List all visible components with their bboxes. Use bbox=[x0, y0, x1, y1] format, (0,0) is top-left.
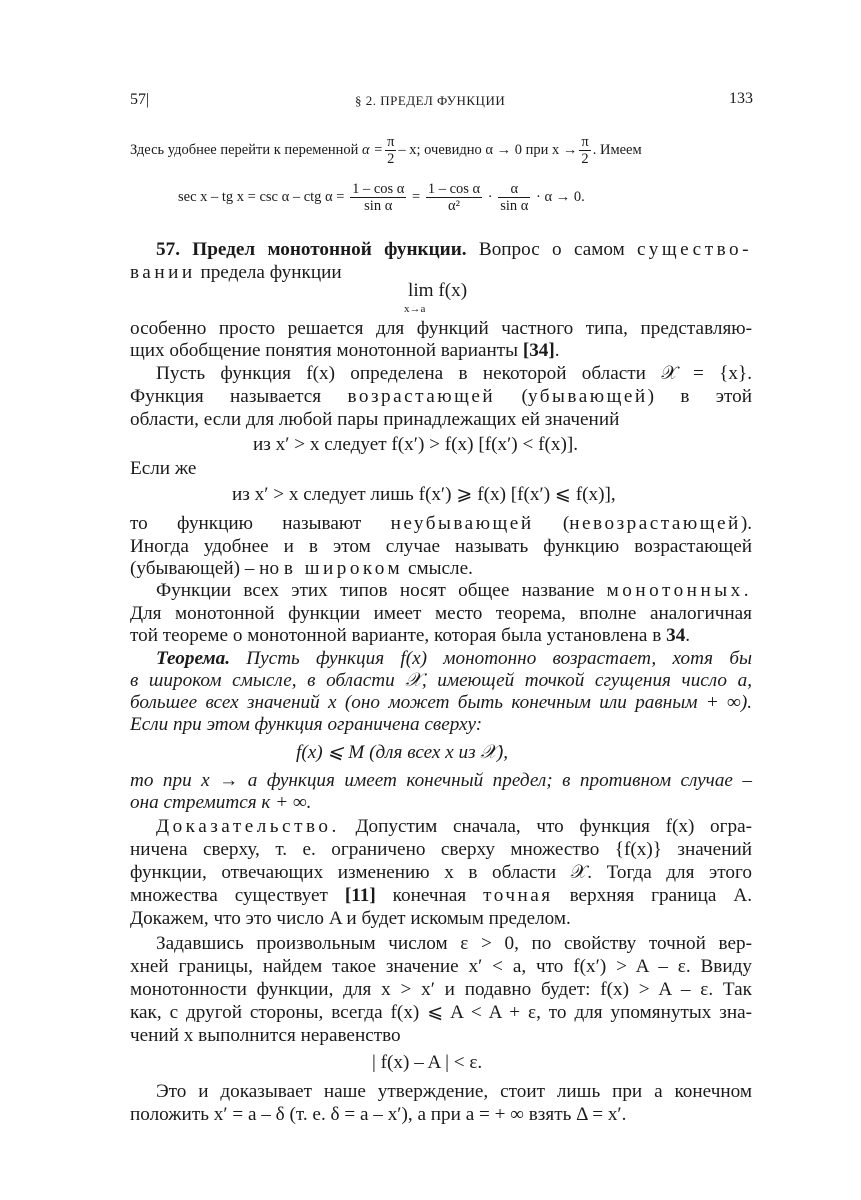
text-line bbox=[130, 557, 752, 581]
text: . bbox=[554, 340, 560, 361]
italic-text: то при x → a функция имеет конечный предел; в противном случае – bbox=[130, 770, 752, 791]
theorem-formula bbox=[296, 740, 508, 764]
frac-den: sin α bbox=[500, 198, 529, 214]
theorem-line bbox=[130, 691, 752, 715]
proof-line bbox=[130, 1080, 752, 1104]
text: . bbox=[685, 625, 691, 646]
pi-over-2-fraction bbox=[385, 134, 396, 167]
header-section-mark: 57| bbox=[130, 91, 150, 108]
spaced-text: неубывающей bbox=[390, 513, 534, 534]
formula-strict: из x′ > x следует f(x′) > f(x) [f(x′) < f(x)]. bbox=[253, 434, 579, 455]
italic-text: Пусть функция f(x) монотонно возрастает, хотя бы bbox=[230, 648, 752, 669]
lim-subscript: x→a bbox=[404, 303, 426, 315]
spaced-text: существо- bbox=[637, 239, 752, 260]
frac-num: 1 – cos α bbox=[427, 181, 481, 197]
text: Допустим сначала, что функция f(x) огра- bbox=[339, 816, 752, 837]
fraction-1 bbox=[350, 181, 406, 214]
spaced-text: убывающей bbox=[527, 386, 648, 407]
proof-line bbox=[130, 932, 752, 956]
italic-text: она стремится к + ∞. bbox=[130, 792, 312, 813]
theorem-line bbox=[130, 791, 752, 815]
formula-tail: · α → 0. bbox=[536, 188, 585, 205]
proof-line bbox=[130, 815, 752, 839]
text-line: Для монотонной функции имеет место теорема, вполне аналогичная bbox=[130, 603, 752, 624]
italic-formula: f(x) ⩽ M (для всех x из 𝒳), bbox=[296, 742, 509, 763]
text-line: Если же bbox=[130, 458, 197, 479]
proof-line: функции, отвечающих изменению x в области 𝒳. Тогда для этого bbox=[130, 862, 752, 883]
inequality-formula: | f(x) – A | < ε. bbox=[372, 1052, 483, 1073]
frac-num: π bbox=[387, 134, 395, 150]
fraction-3 bbox=[498, 181, 530, 214]
formula-nonstrict: из x′ > x следует лишь f(x′) ⩾ f(x) [f(x′) ⩽ f(x)], bbox=[232, 484, 616, 505]
intro-alpha: α = bbox=[362, 141, 384, 158]
intro-line bbox=[130, 134, 752, 167]
frac-den: 2 bbox=[385, 150, 396, 167]
italic-text: в широком смысле, в области 𝒳, имеющей точкой сгущения число a, bbox=[130, 670, 752, 691]
equals: = bbox=[412, 188, 421, 205]
text: смысле. bbox=[403, 558, 473, 579]
intro-text-3: . Имеем bbox=[592, 141, 642, 158]
theorem-line bbox=[130, 769, 752, 793]
text-line: особенно просто решается для функций частного типа, представляю- bbox=[130, 318, 752, 339]
frac-num: 1 – cos α bbox=[352, 181, 405, 197]
page-number: 133 bbox=[729, 90, 753, 107]
fraction-2 bbox=[426, 181, 482, 214]
proof-label: Доказательство. bbox=[156, 816, 340, 837]
text-line: области, если для любой пары принадлежащих ей значений bbox=[130, 409, 620, 430]
section-title: 57. Предел монотонной функции. bbox=[156, 239, 467, 260]
frac-num: π bbox=[581, 134, 589, 150]
text: ). bbox=[740, 513, 752, 534]
spaced-text: вании bbox=[130, 262, 196, 283]
proof-line: монотонности функции, для x > x′ и подавно будет: f(x) > A – ε. Так bbox=[130, 979, 752, 1000]
proof-line: положить x′ = a – δ (т. е. δ = a – x′), а при a = + ∞ взять Δ = x′. bbox=[130, 1104, 627, 1125]
italic-text: Если при этом функция ограничена сверху: bbox=[130, 714, 483, 735]
text: той теореме о монотонной варианте, которая была установлена в bbox=[130, 625, 667, 646]
text: ( bbox=[495, 386, 528, 407]
intro-text: Здесь удобнее перейти к переменной bbox=[130, 141, 363, 158]
text: Функции всех этих типов носят общее название bbox=[156, 580, 607, 601]
theorem-line bbox=[130, 647, 752, 671]
text: ) в этой bbox=[647, 386, 753, 407]
theorem-line bbox=[130, 713, 752, 737]
formula-lhs: sec x – tg x = csc α – ctg α = bbox=[178, 188, 345, 205]
frac-den: α² bbox=[426, 197, 482, 214]
proof-line: как, с другой стороны, всегда f(x) ⩽ A < A + ε, то для упомянутых зна- bbox=[130, 1002, 752, 1023]
text-line bbox=[130, 579, 752, 603]
text-line bbox=[130, 339, 752, 363]
text-line bbox=[130, 385, 752, 409]
section-heading-line bbox=[130, 238, 752, 262]
text: Задавшись произвольным числом ε > 0, по свойству точной вер- bbox=[156, 933, 752, 954]
pi-over-2-fraction-2 bbox=[579, 134, 590, 167]
reference: [34] bbox=[522, 340, 555, 361]
intro-text-2: – x; очевидно α → 0 при x → bbox=[398, 141, 578, 158]
text: (убывающей) – но bbox=[130, 558, 284, 579]
theorem-line bbox=[130, 669, 752, 693]
lim-formula bbox=[408, 280, 467, 302]
spaced-text: точная bbox=[483, 885, 553, 906]
italic-text: большее всех значений x (оно может быть конечным или равным + ∞). bbox=[130, 692, 752, 713]
text: Функция называется bbox=[130, 386, 348, 407]
text: Это и доказывает наше утверждение, стоит лишь при a конечном bbox=[156, 1081, 752, 1102]
dot: · bbox=[487, 188, 493, 205]
text: множества существует bbox=[130, 885, 345, 906]
formula-sec-tg bbox=[178, 181, 585, 214]
text: Пусть функция f(x) определена в некоторой области 𝒳 = {x}. bbox=[156, 363, 752, 384]
spaced-text: возрастающей bbox=[347, 386, 496, 407]
text: предела функции bbox=[195, 262, 342, 283]
text-line bbox=[130, 512, 752, 536]
text-line: Иногда удобнее и в этом случае называть функцию возрастающей bbox=[130, 536, 752, 557]
running-head-title: § 2. ПРЕДЕЛ ФУНКЦИИ bbox=[355, 93, 506, 108]
theorem-label: Теорема. bbox=[156, 648, 231, 669]
text-line bbox=[130, 624, 752, 648]
text: то функцию называют bbox=[130, 513, 391, 534]
spaced-text: в широком bbox=[283, 558, 404, 579]
spaced-text: монотонных. bbox=[606, 580, 752, 601]
frac-den: 2 bbox=[579, 150, 590, 167]
frac-den: sin α bbox=[350, 197, 406, 214]
text: Вопрос о самом bbox=[466, 239, 638, 260]
proof-line: ничена сверху, т. е. ограничено сверху множество {f(x)} значений bbox=[130, 839, 752, 860]
text: щих обобщение понятия монотонной варианты bbox=[130, 340, 523, 361]
text: конечная bbox=[375, 885, 484, 906]
text-line bbox=[130, 362, 752, 386]
proof-line bbox=[130, 884, 752, 908]
reference: 34 bbox=[666, 625, 686, 646]
reference: [11] bbox=[344, 885, 376, 906]
proof-line: чений x выполнится неравенство bbox=[130, 1025, 401, 1046]
proof-line: хней границы, найдем такое значение x′ < a, что f(x′) > A – ε. Ввиду bbox=[130, 956, 752, 977]
frac-num: α bbox=[510, 181, 519, 197]
proof-line: Докажем, что это число A и будет искомым пределом. bbox=[130, 908, 571, 929]
text: ( bbox=[533, 513, 570, 534]
text: верхняя граница A. bbox=[552, 885, 752, 906]
spaced-text: невозрастающей bbox=[569, 513, 741, 534]
lim-expression: lim f(x) bbox=[408, 280, 468, 301]
